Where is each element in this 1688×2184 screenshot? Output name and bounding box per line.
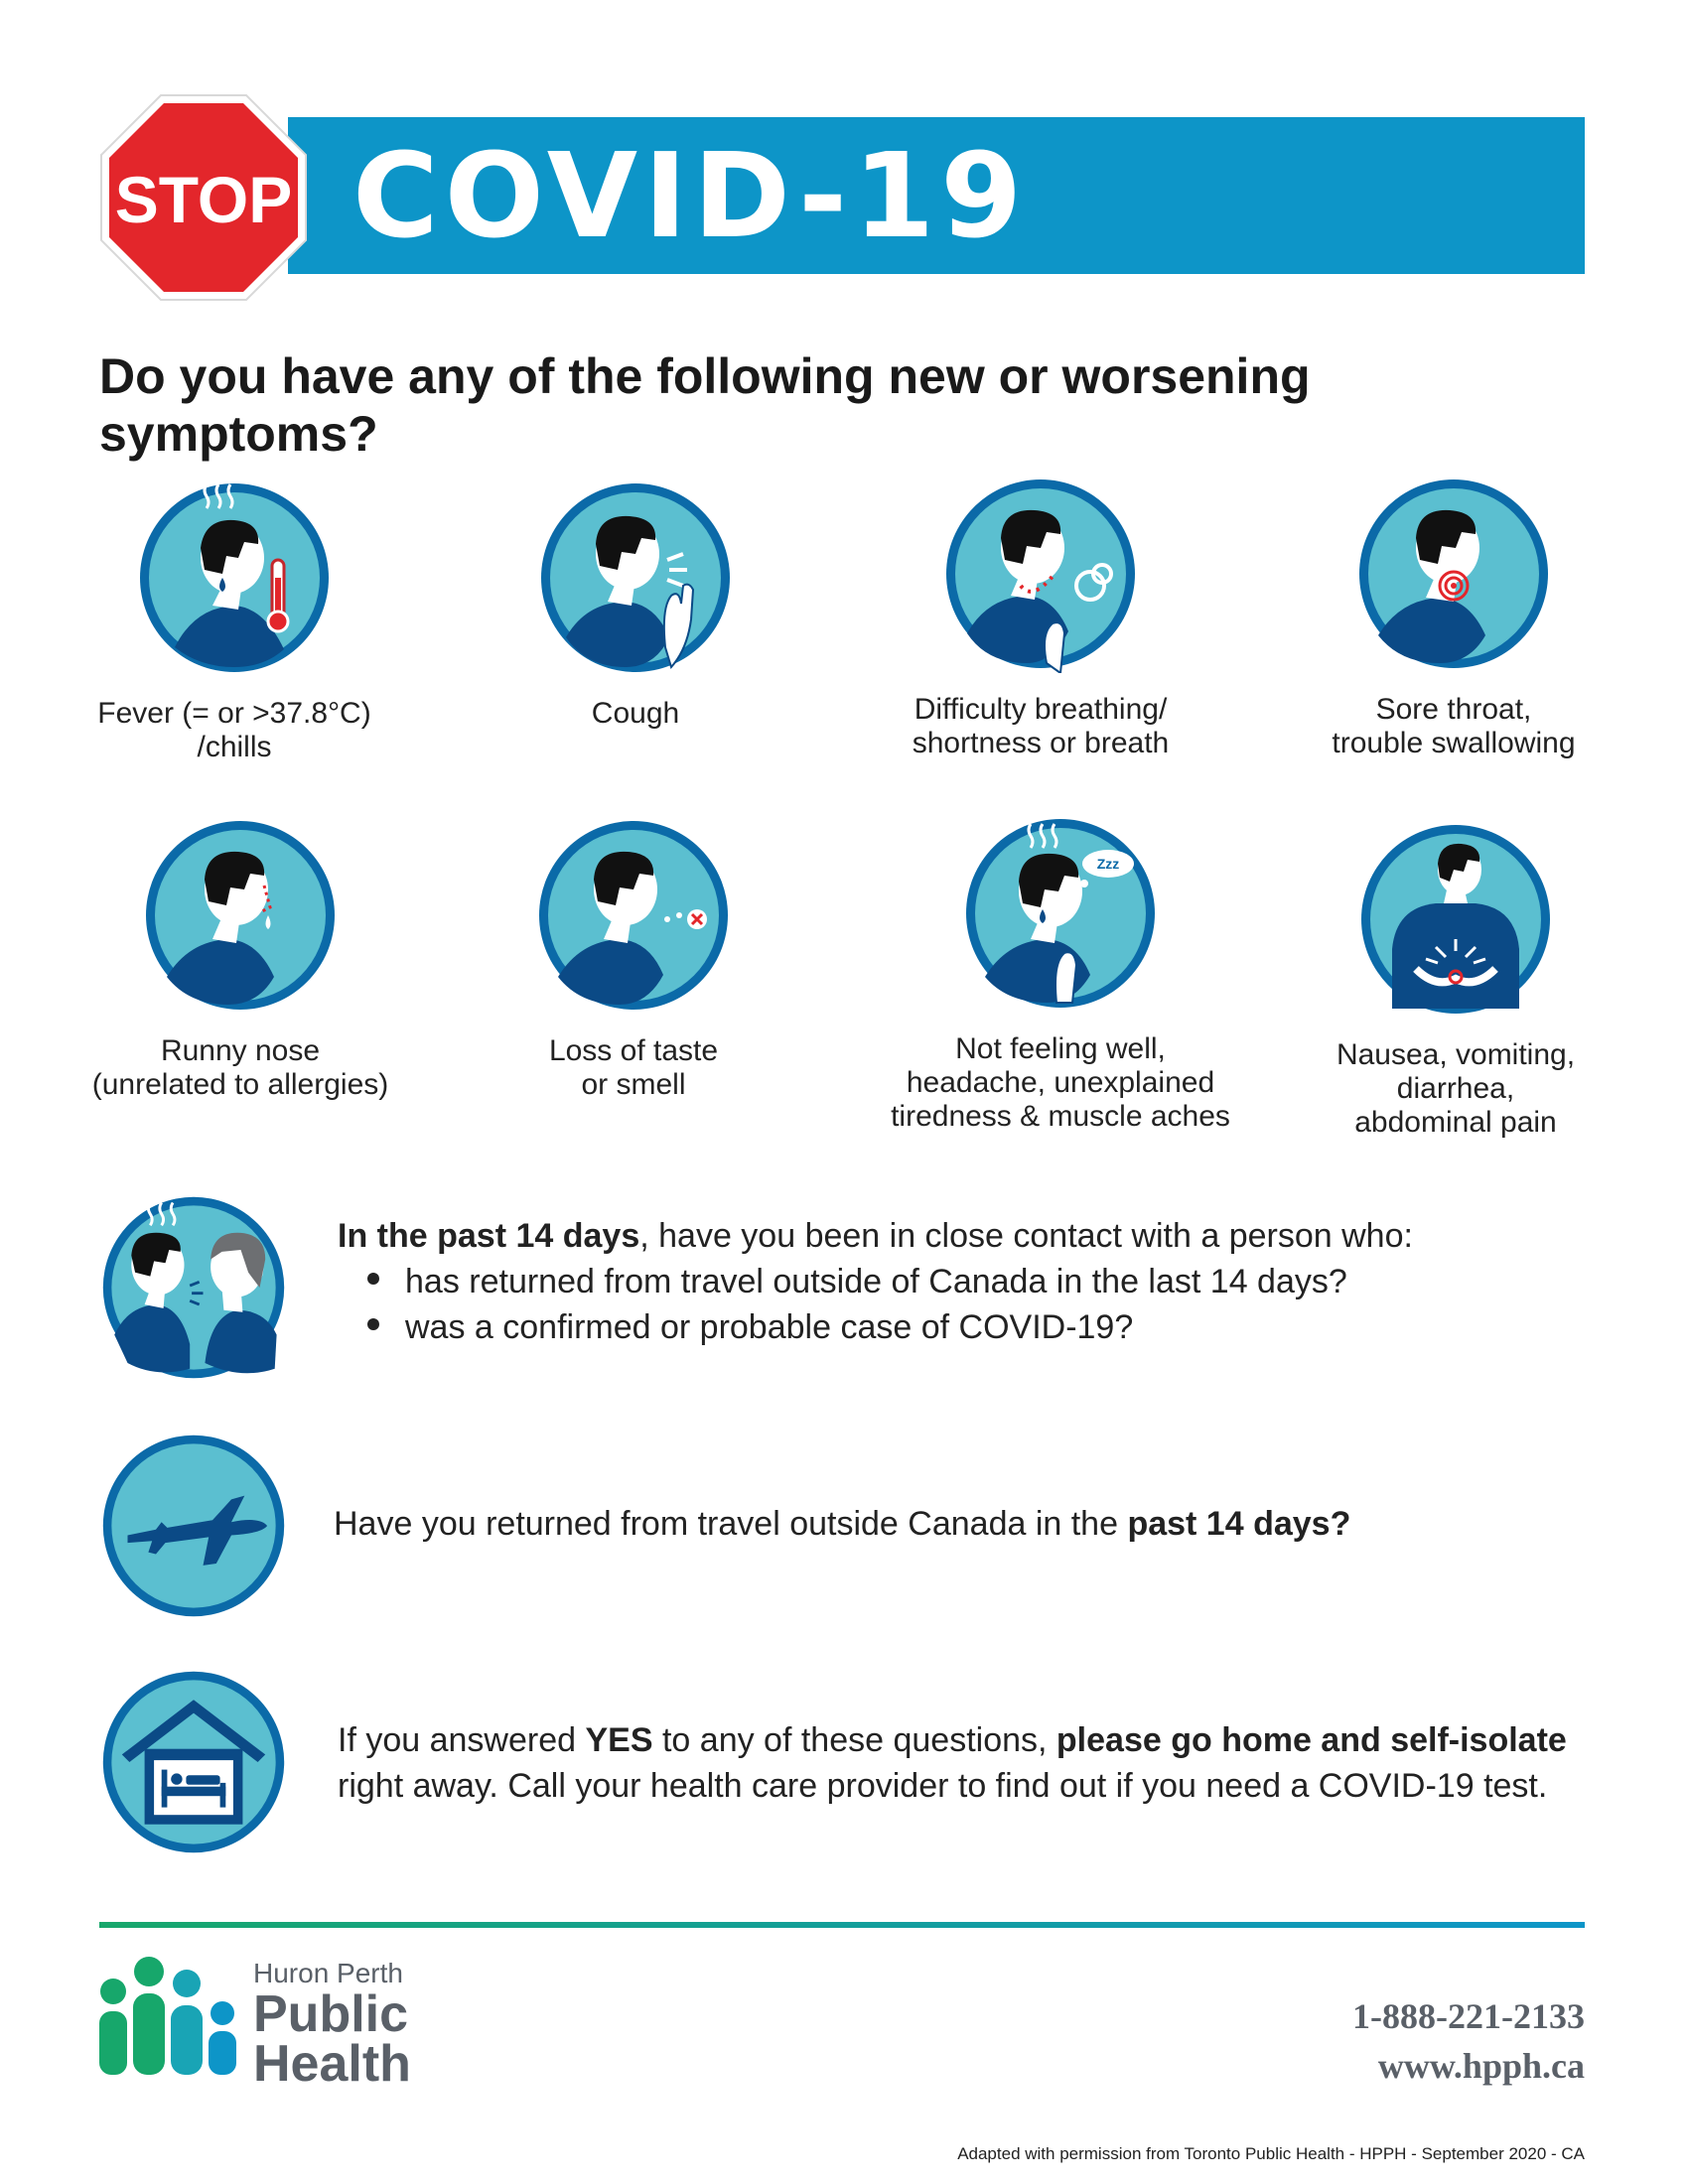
sore-throat-icon [1354, 475, 1553, 673]
contact-question [338, 1213, 1579, 1350]
symptom-abdominal [1257, 820, 1654, 1140]
footer-divider [99, 1922, 1585, 1928]
list-item: was a confirmed or probable case of COVID-19? [367, 1304, 1579, 1350]
breathing-difficulty-icon [941, 475, 1140, 673]
stop-sign-icon [97, 91, 310, 304]
phone-number: 1-888-221-2133 [1352, 1996, 1585, 2036]
symptom-label: Runny nose (unrelated to allergies) [91, 1034, 389, 1101]
symptom-fever [36, 478, 433, 764]
symptom-unwell [862, 814, 1259, 1134]
credit-line: Adapted with permission from Toronto Public Health - HPPH - September 2020 - CA [957, 2144, 1585, 2163]
home-isolation-icon [99, 1668, 288, 1856]
yes-bold: YES [585, 1721, 653, 1759]
stop-label: STOP [114, 163, 293, 236]
travel-question: Have you returned from travel outside Canada in the past 14 days? [334, 1505, 1351, 1543]
symptom-breathing [842, 475, 1239, 760]
symptom-label: Fever (= or >37.8°C) /chills [97, 697, 371, 763]
runny-nose-icon [141, 816, 340, 1015]
svg-text:Zzz: Zzz [1096, 856, 1120, 872]
symptom-label: Cough [591, 697, 680, 730]
cough-icon [536, 478, 735, 677]
symptom-label: Difficulty breathing/ shortness or breath [912, 693, 1170, 759]
loss-of-taste-icon [534, 816, 733, 1015]
symptom-label: Not feeling well, headache, unexplained tiredness & muscle aches [891, 1032, 1230, 1133]
hpph-logo-text: Huron Perth Public Health [253, 1958, 411, 2093]
symptoms-question: Do you have any of the following new or worsening symptoms? [99, 348, 1311, 462]
symptom-runny-nose [42, 816, 439, 1102]
symptom-label: Nausea, vomiting, diarrhea, abdominal pain [1336, 1038, 1576, 1139]
symptom-label: Sore throat, trouble swallowing [1332, 693, 1576, 759]
contact-info [1352, 1991, 1585, 2091]
self-isolate-bold: please go home and self-isolate [1055, 1721, 1567, 1759]
symptom-loss-of-taste [435, 816, 832, 1102]
unwell-tired-icon [961, 814, 1160, 1013]
website-link[interactable]: www.hpph.ca [1377, 2046, 1585, 2086]
travel-bold: past 14 days? [1127, 1505, 1351, 1543]
close-contact-icon [99, 1193, 288, 1382]
contact-lead-rest: , have you been in close contact with a person who: [639, 1217, 1413, 1255]
self-isolate-instruction: If you answered YES to any of these questions, please go home and self-isolate right away. Call your health care provider to find out if you need a COVID-19 test. [338, 1721, 1567, 1805]
page-title: COVID-19 [352, 127, 1029, 264]
hpph-logo-icon [95, 1956, 244, 2077]
abdominal-pain-icon [1356, 820, 1555, 1019]
airplane-icon [99, 1432, 288, 1620]
list-item: has returned from travel outside of Canada in the last 14 days? [367, 1259, 1579, 1304]
contact-lead-bold: In the past 14 days [338, 1217, 640, 1255]
symptom-cough [437, 478, 834, 731]
symptom-sore-throat [1255, 475, 1652, 760]
symptom-label: Loss of taste or smell [548, 1034, 719, 1101]
fever-thermometer-icon [135, 478, 334, 677]
